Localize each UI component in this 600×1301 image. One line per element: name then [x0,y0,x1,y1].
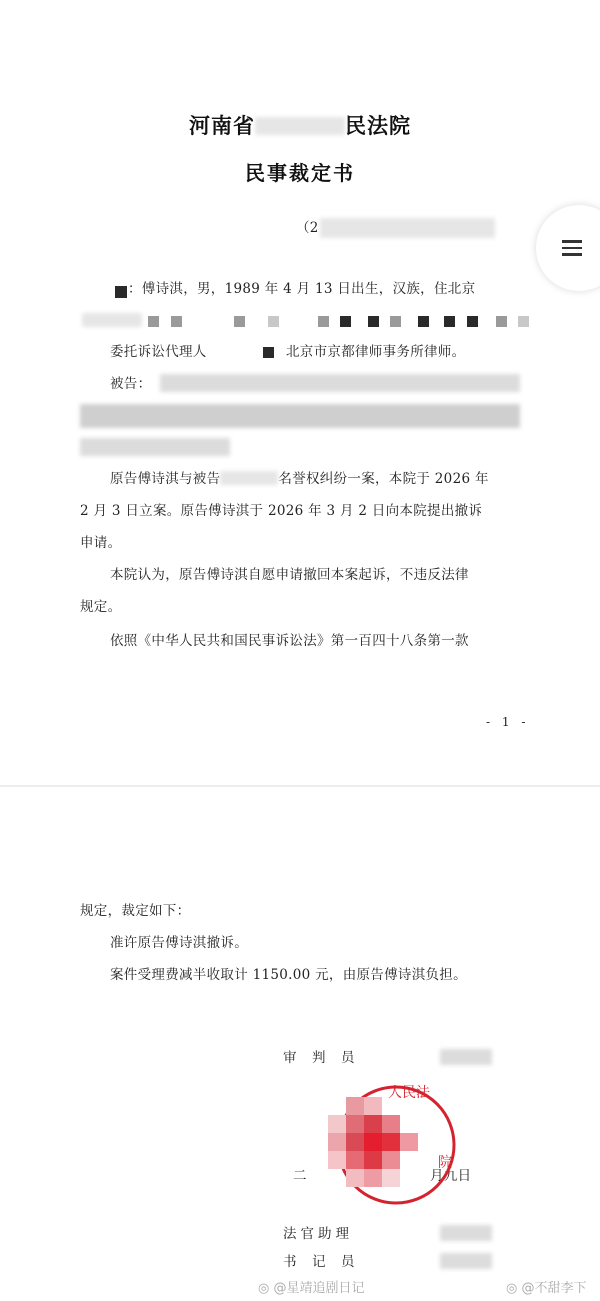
redacted-defendant [160,374,520,392]
para1-line2: 2 月 3 日立案。原告傅诗淇于 2026 年 3 月 2 日向本院提出撤诉 [80,503,483,519]
para1-text-a: 原告傅诗淇与被告 [110,471,221,487]
plaintiff-line: ：傅诗淇，男，1989 年 4 月 13 日出生，汉族，住北京 [128,281,476,297]
court-name-prefix: 河南省 [189,113,255,138]
watermark-2-text: @不甜李下 [521,1281,587,1296]
watermark-1-text: @星靖追剧日记 [273,1281,365,1296]
ruling-item-1: 准许原告傅诗淇撤诉。 [110,935,248,951]
agent-label: 委托诉讼代理人 [110,344,207,360]
assistant-label: 法官助理 [283,1226,353,1242]
redacted-clerk-name [440,1253,492,1269]
redacted-defendant-name [220,471,278,485]
date-suffix: 月九日 [430,1168,472,1184]
redaction-pixel [171,316,182,327]
redaction-pixel [368,316,379,327]
document-title: 民事裁定书 [245,161,355,185]
court-seal [318,1075,458,1215]
redacted-defendant-address [80,404,520,428]
para1-line3: 申请。 [80,535,122,551]
redacted-agent-name [263,347,274,358]
redacted-judge-name [440,1049,492,1065]
para1-text-b: 名誉权纠纷一案，本院于 2026 年 [278,471,489,487]
redaction-pixel [518,316,529,327]
case-number-prefix: （2 [296,220,319,236]
para2-line1: 本院认为，原告傅诗淇自愿申请撤回本案起诉，不违反法律 [110,567,469,583]
redaction-pixel [318,316,329,327]
redaction-pixel [444,316,455,327]
redaction-pixel [234,316,245,327]
clerk-label: 书 记 员 [283,1254,356,1270]
court-seal-text: 人民法 [388,1085,430,1101]
para3-line1: 依照《中华人民共和国民事诉讼法》第一百四十八条第一款 [110,633,469,649]
document-page-2 [0,787,600,1301]
redacted-court-name [255,117,345,135]
case-number [296,219,319,237]
para2-line2: 规定。 [80,599,122,615]
weibo-icon: ◎ [258,1281,270,1296]
menu-icon[interactable] [562,240,582,256]
defendant-label: 被告： [110,376,152,392]
court-name-suffix: 民法院 [345,113,411,138]
redacted-case-number [320,218,495,238]
weibo-icon: ◎ [506,1281,518,1296]
court-seal-graphic [318,1075,458,1215]
redaction-pixel [496,316,507,327]
redacted-label [115,286,127,298]
ruling-intro: 规定，裁定如下： [80,903,191,919]
judge-label: 审 判 员 [283,1050,356,1066]
redaction-pixel [340,316,351,327]
redaction-pixel [390,316,401,327]
watermark-2 [506,1277,587,1296]
redaction-pixel [148,316,159,327]
watermark-1 [258,1277,365,1296]
page-number: - 1 - [486,715,530,729]
redaction-pixel [268,316,279,327]
redacted-defendant-extra [80,438,230,456]
redaction-pixel [467,316,478,327]
agent-value: 北京市京都律师事务所律师。 [286,344,466,360]
redaction-pixel [418,316,429,327]
court-name [0,110,600,140]
ruling-item-2: 案件受理费减半收取计 1150.00 元，由原告傅诗淇负担。 [110,967,467,983]
para1-line1 [110,470,489,488]
redacted-assistant-name [440,1225,492,1241]
redacted-address [82,313,142,327]
date-prefix: 二 [293,1168,307,1184]
court-seal-text-right: 院 [438,1155,452,1171]
